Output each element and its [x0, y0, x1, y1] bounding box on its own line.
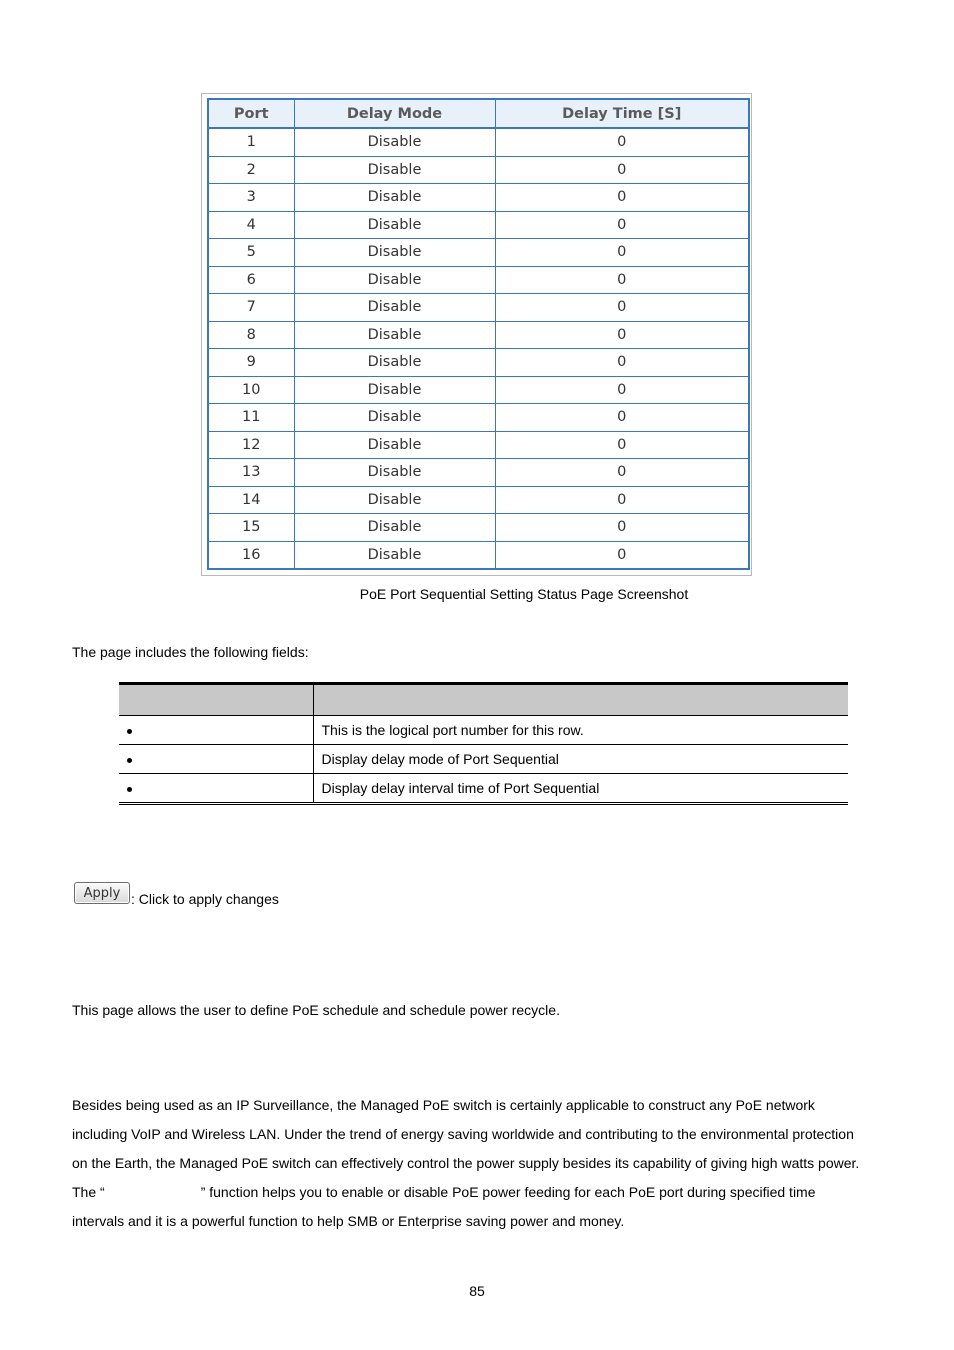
cell-delay-mode: Disable: [294, 459, 495, 487]
table-row: [208, 459, 749, 487]
cell-port: 13: [208, 459, 294, 487]
cell-delay-time: 0: [495, 156, 749, 184]
cell-port: 2: [208, 156, 294, 184]
cell-delay-time: 0: [495, 541, 749, 569]
table-row: [208, 128, 749, 156]
fields-header-row: [119, 684, 848, 716]
cell-delay-mode: Disable: [294, 514, 495, 542]
bullet-icon: [127, 787, 132, 792]
cell-delay-mode: Disable: [294, 541, 495, 569]
cell-delay-time: 0: [495, 431, 749, 459]
port-sequential-status-table: [207, 98, 750, 570]
cell-delay-time: 0: [495, 376, 749, 404]
cell-delay-mode: Disable: [294, 404, 495, 432]
status-screenshot: [201, 93, 752, 576]
table-row: [208, 349, 749, 377]
cell-delay-mode: Disable: [294, 156, 495, 184]
table-row: [208, 514, 749, 542]
cell-port: 9: [208, 349, 294, 377]
table-row: [208, 211, 749, 239]
cell-delay-mode: Disable: [294, 376, 495, 404]
body-paragraph: Besides being used as an IP Surveillance, the Managed PoE switch is certainly applicable to construct any PoE network including VoIP and Wireless LAN. Under the trend of energy saving worldwide and contributing to the environmental protection on the Earth, the Managed PoE switch can effectively control the power supply besides its capability of giving high watts power. The “ ” function helps you to enable or disable PoE power feeding for each PoE port during specified time intervals and it is a powerful function to help SMB or Enterprise saving power and money.: [72, 1097, 860, 1229]
cell-delay-mode: Disable: [294, 349, 495, 377]
field-description: This is the logical port number for this row.: [313, 716, 848, 745]
cell-delay-mode: Disable: [294, 266, 495, 294]
column-header-delay-time: Delay Time [S]: [495, 99, 749, 128]
figure-caption: PoE Port Sequential Setting Status Page Screenshot: [359, 586, 689, 602]
table-row: [208, 431, 749, 459]
cell-port: 6: [208, 266, 294, 294]
cell-delay-time: 0: [495, 404, 749, 432]
cell-delay-mode: Disable: [294, 486, 495, 514]
table-row: [208, 541, 749, 569]
field-description: Display delay interval time of Port Sequential: [313, 774, 848, 804]
table-row: [208, 184, 749, 212]
table-header-row: [208, 99, 749, 128]
bullet-icon: [127, 729, 132, 734]
cell-delay-time: 0: [495, 459, 749, 487]
table-row: [208, 294, 749, 322]
cell-delay-time: 0: [495, 239, 749, 267]
table-row: [208, 239, 749, 267]
table-row: [208, 486, 749, 514]
cell-port: 1: [208, 128, 294, 156]
table-row: [119, 716, 848, 745]
cell-port: 3: [208, 184, 294, 212]
cell-delay-time: 0: [495, 514, 749, 542]
cell-delay-time: 0: [495, 266, 749, 294]
bullet-icon: [127, 758, 132, 763]
column-header-port: Port: [208, 99, 294, 128]
cell-port: 11: [208, 404, 294, 432]
cell-port: 5: [208, 239, 294, 267]
fields-table: [119, 682, 848, 805]
cell-port: 14: [208, 486, 294, 514]
table-row: [208, 404, 749, 432]
apply-button[interactable]: Apply: [74, 882, 130, 904]
cell-delay-mode: Disable: [294, 128, 495, 156]
cell-delay-mode: Disable: [294, 239, 495, 267]
apply-description: : Click to apply changes: [131, 891, 279, 907]
cell-delay-mode: Disable: [294, 184, 495, 212]
cell-delay-time: 0: [495, 294, 749, 322]
cell-port: 12: [208, 431, 294, 459]
table-row: [119, 774, 848, 804]
cell-delay-time: 0: [495, 486, 749, 514]
table-row: [208, 266, 749, 294]
table-row: [208, 156, 749, 184]
table-row: [208, 376, 749, 404]
page-number: 85: [469, 1283, 485, 1299]
cell-delay-mode: Disable: [294, 431, 495, 459]
cell-delay-time: 0: [495, 211, 749, 239]
cell-delay-time: 0: [495, 321, 749, 349]
table-row: [208, 321, 749, 349]
cell-delay-mode: Disable: [294, 211, 495, 239]
cell-port: 8: [208, 321, 294, 349]
schedule-intro: This page allows the user to define PoE schedule and schedule power recycle.: [72, 1002, 560, 1018]
field-description: Display delay mode of Port Sequential: [313, 745, 848, 774]
cell-port: 7: [208, 294, 294, 322]
cell-delay-time: 0: [495, 128, 749, 156]
cell-delay-time: 0: [495, 349, 749, 377]
cell-delay-mode: Disable: [294, 321, 495, 349]
fields-intro: The page includes the following fields:: [72, 644, 309, 660]
table-row: [119, 745, 848, 774]
column-header-delay-mode: Delay Mode: [294, 99, 495, 128]
cell-delay-time: 0: [495, 184, 749, 212]
cell-delay-mode: Disable: [294, 294, 495, 322]
cell-port: 16: [208, 541, 294, 569]
cell-port: 10: [208, 376, 294, 404]
cell-port: 15: [208, 514, 294, 542]
cell-port: 4: [208, 211, 294, 239]
